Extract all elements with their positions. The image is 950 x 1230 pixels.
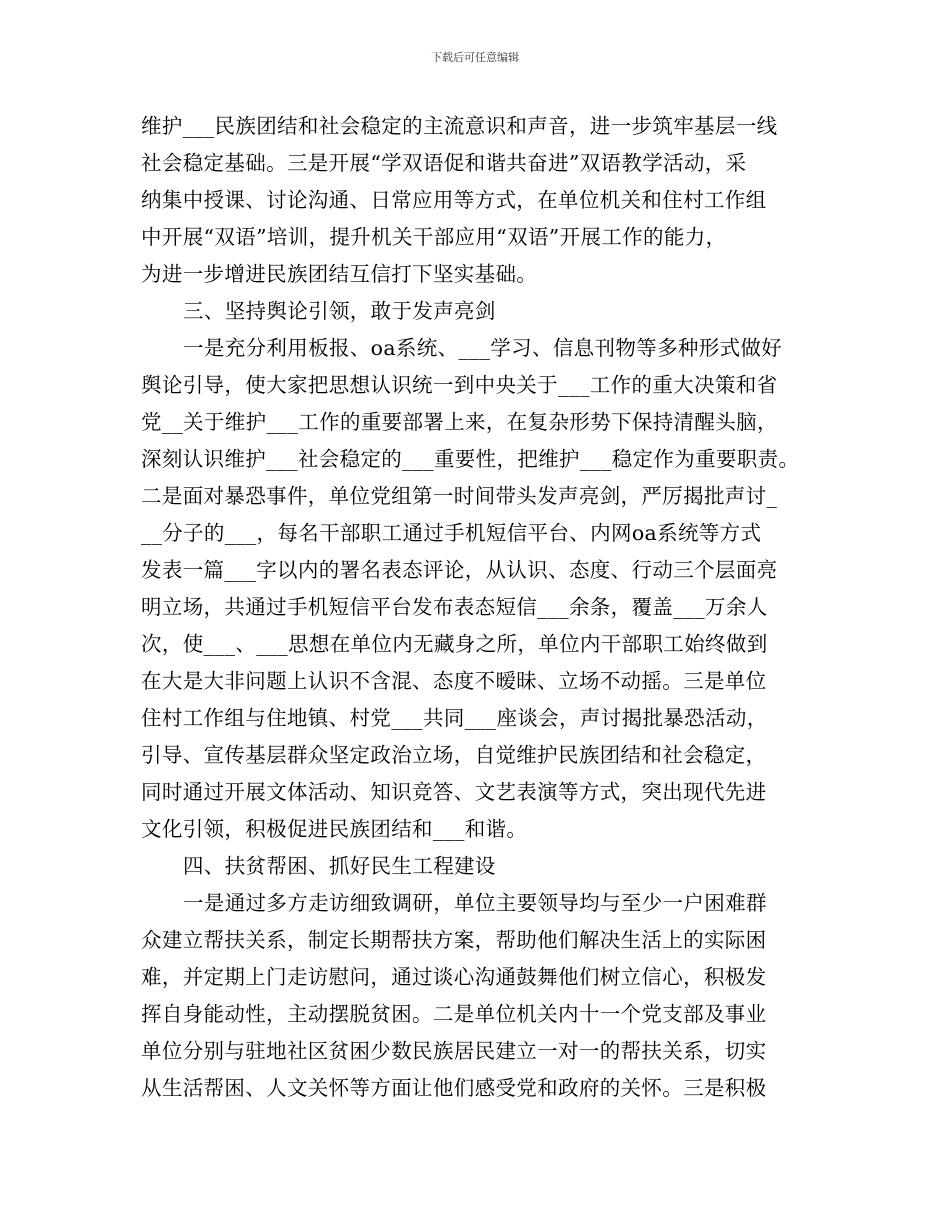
- paragraph-line: 维护___民族团结和社会稳定的主流意识和声音，进一步筑牢基层一线: [141, 114, 778, 138]
- paragraph-line: 舆论引导，使大家把思想认识统一到中央关于___工作的重大决策和省: [141, 373, 778, 397]
- paragraph-line: 难，并定期上门走访慰问，通过谈心沟通鼓舞他们树立信心，积极发: [141, 965, 767, 989]
- paragraph-line: 挥自身能动性，主动摆脱贫困。二是单位机关内十一个党支部及事业: [141, 1002, 767, 1026]
- section-heading: 三、坚持舆论引领，敢于发声亮剑: [183, 299, 496, 323]
- paragraph-line: 深刻认识维护___社会稳定的___重要性，把维护___稳定作为重要职责。: [141, 447, 800, 471]
- section-heading: 四、扶贫帮困、抓好民生工程建设: [183, 854, 496, 878]
- paragraph-line: 在大是大非问题上认识不含混、态度不暧昧、立场不动摇。三是单位: [141, 669, 767, 693]
- paragraph-line: 纳集中授课、讨论沟通、日常应用等方式，在单位机关和住村工作组: [141, 188, 767, 212]
- paragraph-line: 为进一步增进民族团结互信打下坚实基础。: [141, 262, 538, 286]
- paragraph-line: 引导、宣传基层群众坚定政治立场，自觉维护民族团结和社会稳定，: [141, 743, 767, 767]
- paragraph-line: 众建立帮扶关系，制定长期帮扶方案，帮助他们解决生活上的实际困: [141, 928, 767, 952]
- paragraph-line: 文化引领，积极促进民族团结和___和谐。: [141, 817, 528, 841]
- paragraph-first-line: 一是充分利用板报、oa系统、___学习、信息刊物等多种形式做好: [183, 336, 783, 360]
- paragraph-line: 发表一篇___字以内的署名表态评论，从认识、态度、行动三个层面亮: [141, 558, 778, 582]
- page-header-note: 下载后可任意编辑: [431, 51, 519, 64]
- paragraph-line: 明立场，共通过手机短信平台发布表态短信___余条，覆盖___万余人: [141, 595, 768, 619]
- paragraph-line: 单位分别与驻地社区贫困少数民族居民建立一对一的帮扶关系，切实: [141, 1039, 767, 1063]
- paragraph-line: 中开展“双语”培训，提升机关干部应用“双语”开展工作的能力，: [141, 225, 727, 249]
- paragraph-line: 从生活帮困、人文关怀等方面让他们感受党和政府的关怀。三是积极: [141, 1076, 767, 1100]
- paragraph-line: 次，使___、___思想在单位内无藏身之所，单位内干部职工始终做到: [141, 632, 768, 656]
- paragraph-first-line: 一是通过多方走访细致调研，单位主要领导均与至少一户困难群: [183, 891, 767, 915]
- document-body: [141, 108, 813, 1107]
- paragraph-line: 社会稳定基础。三是开展“学双语促和谐共奋进”双语教学活动，采: [141, 151, 747, 175]
- paragraph-line: 党__关于维护___工作的重要部署上来，在复杂形势下保持清醒头脑，: [141, 410, 778, 434]
- paragraph-line: 二是面对暴恐事件，单位党组第一时间带头发声亮剑，严厉揭批声讨_: [141, 484, 778, 508]
- paragraph-line: __分子的___，每名干部职工通过手机短信平台、内网oa系统等方式: [141, 521, 762, 545]
- paragraph-line: 同时通过开展文体活动、知识竞答、文艺表演等方式，突出现代先进: [141, 780, 767, 804]
- paragraph-line: 住村工作组与住地镇、村党___共同___座谈会，声讨揭批暴恐活动，: [141, 706, 768, 730]
